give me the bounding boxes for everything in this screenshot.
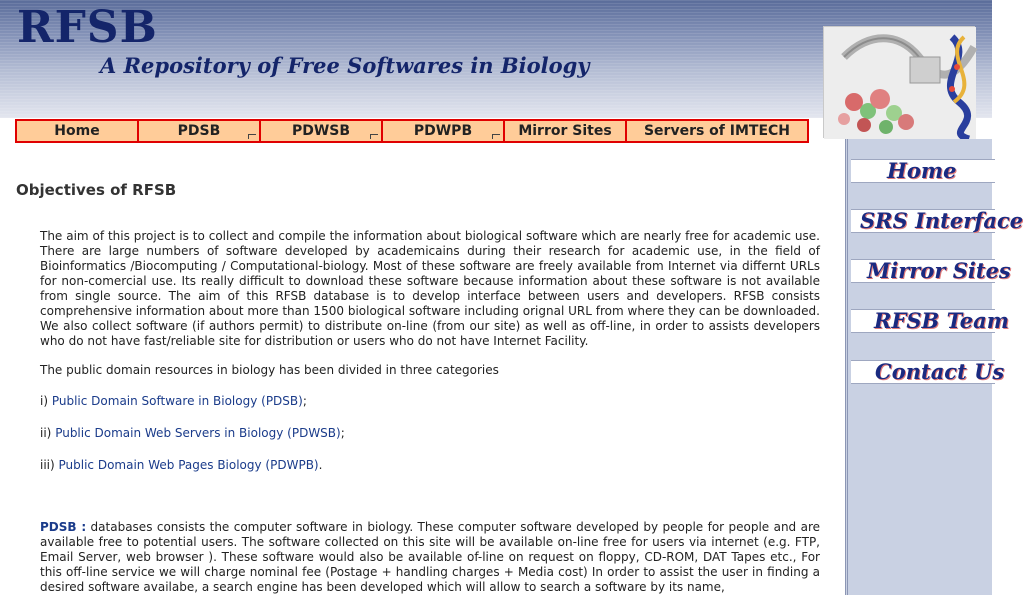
nav-pdsb[interactable]: [139, 121, 261, 141]
nav-mirror-sites-label: Mirror Sites: [518, 123, 612, 139]
site-subtitle: A Repository of Free Softwares in Biology: [100, 53, 590, 78]
category-suffix: ;: [302, 394, 307, 408]
page-title: Objectives of RFSB: [16, 181, 177, 199]
link-pdwpb[interactable]: Public Domain Web Pages Biology (PDWPB): [58, 458, 319, 472]
nav-servers-label: Servers of IMTECH: [643, 123, 791, 139]
nav-pdwsb[interactable]: [261, 121, 383, 141]
sidebar-item-home[interactable]: [851, 159, 995, 183]
dropdown-corner-icon: [492, 134, 500, 139]
site-logo-title: RFSB: [17, 2, 158, 53]
intro-paragraph: The aim of this project is to collect and compile the information about biological software which are nearly free for academic use. There are large numbers of software developed by academicains during their research for academic use, in the field of Bioinformatics /Biocomputing / Computational-biology. Most of these software are freely available from Internet via differnt URLs for non-comercial use. Its really difficult to download these software because information about these software is not available from single source. The aim of this RFSB database is to develop interface between users and developers. RFSB consists comprehensive information about more than 1500 biological software including orignal URL from where they can be downloaded. We also collect software (if authors permit) to distribute on-line (from our site) as well as off-line, in order to assists developers who do not have fast/reliable site for distribution or users who do not have Internet Facility.: [40, 229, 820, 348]
nav-pdwpb[interactable]: [383, 121, 505, 141]
pdsb-term: PDSB :: [40, 520, 87, 534]
dna-header-image: [823, 26, 975, 138]
dropdown-corner-icon: [370, 134, 378, 139]
category-item: [40, 458, 820, 473]
link-pdwsb[interactable]: Public Domain Web Servers in Biology (PDWSB): [55, 426, 341, 440]
right-sidebar: [845, 139, 1023, 595]
page-header: [0, 0, 992, 118]
nav-mirror-sites[interactable]: [505, 121, 627, 141]
main-content: [0, 143, 840, 595]
sidebar-item-contact-us[interactable]: [851, 359, 1005, 384]
category-suffix: .: [318, 458, 323, 472]
category-prefix: ii): [40, 426, 52, 440]
sidebar-item-mirror-sites[interactable]: [851, 258, 1011, 283]
categories-intro: The public domain resources in biology has been divided in three categories: [40, 363, 499, 377]
category-prefix: iii): [40, 458, 55, 472]
sidebar-item-label: Home: [887, 158, 957, 183]
sidebar-item-srs-interface[interactable]: [851, 208, 1023, 233]
nav-pdwpb-label: PDWPB: [413, 123, 473, 139]
nav-pdsb-label: PDSB: [177, 123, 221, 139]
top-navigation: [15, 119, 809, 143]
nav-servers-of-imtech[interactable]: [627, 121, 807, 141]
dropdown-corner-icon: [248, 134, 256, 139]
nav-pdwsb-label: PDWSB: [291, 123, 351, 139]
category-item: [40, 426, 820, 441]
dna-illustration-icon: [824, 27, 976, 139]
category-suffix: ;: [340, 426, 345, 440]
category-prefix: i): [40, 394, 49, 408]
link-pdsb[interactable]: Public Domain Software in Biology (PDSB): [51, 394, 303, 408]
sidebar-item-label: Mirror Sites: [867, 258, 1011, 283]
nav-home-label: Home: [54, 123, 100, 139]
sidebar-item-rfsb-team[interactable]: [851, 308, 1009, 333]
pdsb-description: [40, 520, 820, 595]
sidebar-item-label: Contact Us: [875, 359, 1005, 384]
sidebar-item-label: RFSB Team: [874, 308, 1009, 333]
pdsb-text: databases consists the computer software in biology. These computer software developed by people for people and are available free to potential users. The software collected on this site will be available on-line free for users via internet (e.g. FTP, Email Server, web browser ). These software would also be available of-line on request on floppy, CD-ROM, DAT Tapes etc., For this off-line service we will charge nominal fee (Postage + handling charges + Media cost) In order to assist the user in finding a desired software availabe, a search engine has been developed which will allow to search a software by its name,: [40, 520, 821, 594]
category-item: [40, 394, 820, 409]
nav-home[interactable]: [17, 121, 139, 141]
sidebar-item-label: SRS Interface: [860, 208, 1023, 233]
